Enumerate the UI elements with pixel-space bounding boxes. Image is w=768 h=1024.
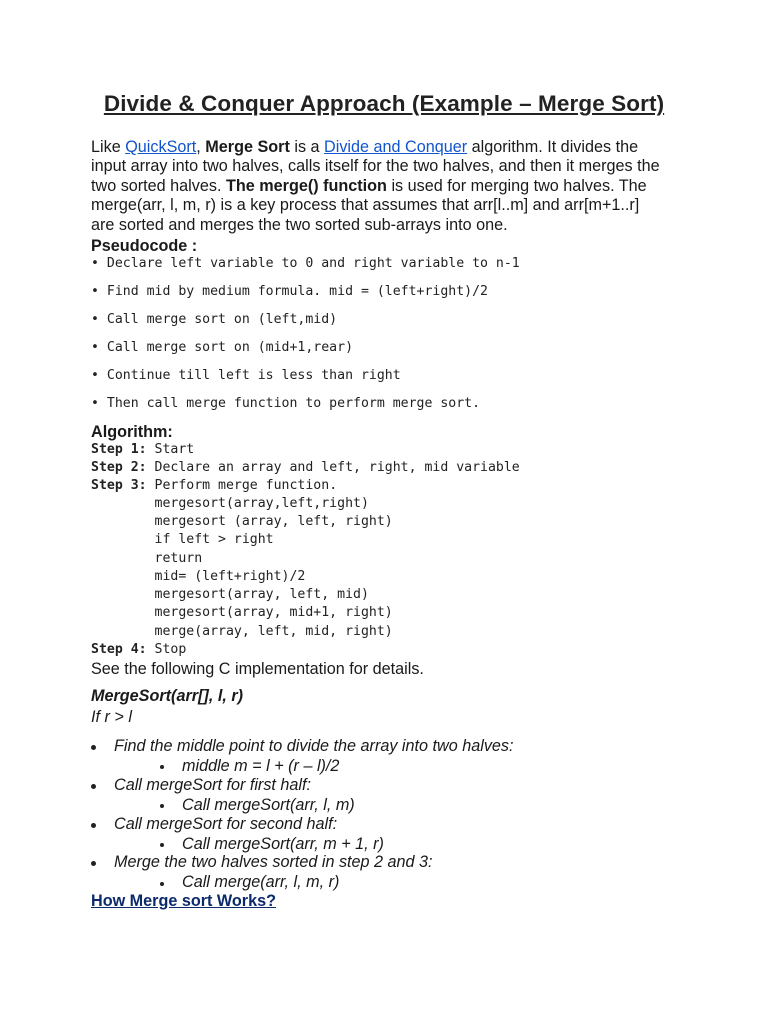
sub-bullet-dot — [160, 765, 164, 769]
algorithm-step — [91, 478, 337, 493]
intro-line-4: merge(arr, l, m, r) is a key process that assumes that arr[l..m] and arr[m+1..r] — [91, 196, 640, 215]
intro-text: , — [196, 138, 206, 156]
step-text: mergesort(array, left, mid) — [91, 587, 369, 602]
intro-line-2: input array into two halves, calls itself for the two halves, and then it merges the — [91, 157, 660, 176]
mergesort-bullet: Find the middle point to divide the array into two halves: — [114, 737, 514, 755]
pseudocode-item: • Declare left variable to 0 and right variable to n-1 — [91, 256, 520, 271]
algorithm-step — [91, 642, 186, 657]
how-merge-sort-works-heading: How Merge sort Works? — [91, 892, 276, 910]
sub-bullet-dot — [160, 843, 164, 847]
intro-paragraph — [91, 138, 691, 235]
intro-line-5: are sorted and merges the two sorted sub-arrays into one. — [91, 215, 508, 234]
step-text: mergesort(array, mid+1, right) — [91, 605, 393, 620]
bullet-dot — [91, 784, 96, 789]
algorithm-step — [91, 569, 305, 584]
pseudocode-item: • Call merge sort on (mid+1,rear) — [91, 340, 354, 355]
algorithm-step — [91, 624, 393, 639]
mergesort-sub-bullet: middle m = l + (r – l)/2 — [182, 757, 340, 775]
intro-text: is used for merging two halves. The — [386, 176, 647, 195]
algorithm-step — [91, 496, 369, 511]
pseudocode-item: • Call merge sort on (left,mid) — [91, 312, 338, 327]
step-text: return — [91, 551, 203, 566]
mergesort-sub-bullet: Call mergeSort(arr, m + 1, r) — [182, 835, 384, 853]
merge-sort-bold: Merge Sort — [205, 138, 290, 156]
algorithm-step — [91, 532, 274, 547]
page-title: Divide & Conquer Approach (Example – Merge Sort) — [103, 91, 665, 116]
intro-text: is a — [289, 138, 325, 156]
mergesort-bullet: Merge the two halves sorted in step 2 and 3: — [114, 853, 433, 871]
intro-text: Like — [91, 138, 126, 156]
step-label: Step 2: — [91, 460, 147, 475]
step-label: Step 3: — [91, 478, 147, 493]
step-text: Start — [146, 442, 195, 457]
pseudocode-item: • Continue till left is less than right — [91, 368, 401, 383]
mergesort-condition: If r > l — [91, 708, 132, 726]
step-text: Stop — [146, 642, 187, 657]
pseudocode-item: • Find mid by medium formula. mid = (left+right)/2 — [91, 284, 488, 299]
mergesort-bullet: Call mergeSort for first half: — [114, 776, 312, 794]
pseudocode-item: • Then call merge function to perform merge sort. — [91, 396, 481, 411]
see-following-text: See the following C implementation for details. — [91, 660, 424, 678]
step-text: mergesort(array,left,right) — [91, 496, 369, 511]
algorithm-step — [91, 442, 194, 457]
sub-bullet-dot — [160, 882, 164, 886]
intro-text: two sorted halves. — [91, 176, 226, 195]
mergesort-title: MergeSort(arr[], l, r) — [91, 687, 244, 705]
bullet-dot — [91, 861, 96, 866]
mergesort-sub-bullet: Call mergeSort(arr, l, m) — [182, 796, 355, 814]
algorithm-step — [91, 587, 369, 602]
algorithm-step — [91, 605, 393, 620]
intro-line-1 — [91, 138, 691, 157]
step-text: merge(array, left, mid, right) — [91, 624, 393, 639]
step-text: Perform merge function. — [146, 478, 338, 493]
algorithm-heading: Algorithm: — [91, 423, 173, 441]
bullet-dot — [91, 745, 96, 750]
quicksort-link[interactable]: QuickSort — [125, 138, 197, 156]
merge-function-bold: The merge() function — [225, 176, 387, 195]
step-label: Step 1: — [91, 442, 147, 457]
step-label: Step 4: — [91, 642, 147, 657]
bullet-dot — [91, 823, 96, 828]
algorithm-step — [91, 551, 202, 566]
mergesort-bullet: Call mergeSort for second half: — [114, 815, 338, 833]
mergesort-sub-bullet: Call merge(arr, l, m, r) — [182, 873, 340, 891]
intro-line-3 — [91, 177, 691, 196]
algorithm-step — [91, 460, 520, 475]
step-text: mid= (left+right)/2 — [91, 569, 306, 584]
step-text: if left > right — [91, 532, 274, 547]
pseudocode-heading: Pseudocode : — [91, 237, 198, 255]
step-text: mergesort (array, left, right) — [91, 514, 393, 529]
step-text: Declare an array and left, right, mid variable — [146, 460, 520, 475]
intro-text: algorithm. It divides the — [467, 138, 639, 156]
divide-and-conquer-link[interactable]: Divide and Conquer — [324, 138, 468, 156]
sub-bullet-dot — [160, 804, 164, 808]
algorithm-step — [91, 514, 393, 529]
